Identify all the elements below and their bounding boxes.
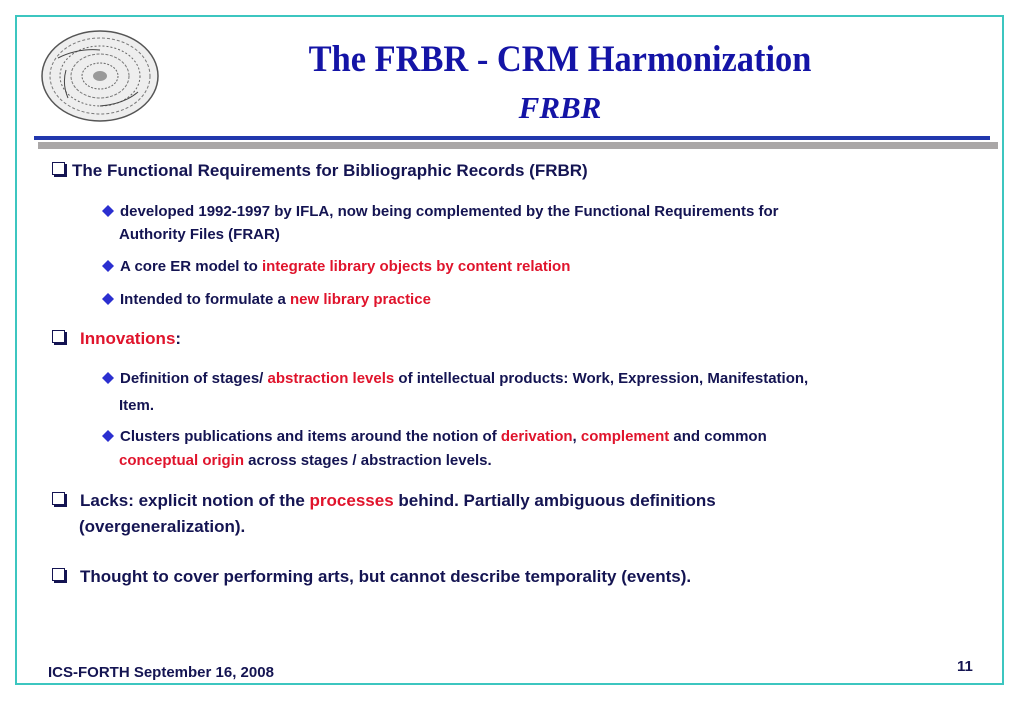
title-rule [34,136,990,140]
bullet-innovations [52,328,181,350]
diamond-bullet-icon [102,205,114,217]
checkbox-bullet-icon [52,492,65,505]
highlight-text: processes [309,491,394,510]
sub-bullet-text: Intended to formulate a [120,291,291,308]
diamond-bullet-icon [102,430,114,442]
bullet-text: : [175,329,182,348]
slide-title: The FRBR - CRM Harmonization [308,39,812,80]
highlight-text: complement [580,428,670,445]
sub-bullet-text: developed 1992-1997 by IFLA, now being complemented by the Functional Requirements for [120,203,779,220]
bullet-lacks-line2: (overgeneralization). [79,517,246,536]
sub-bullet-text: Definition of stages/ [120,370,268,387]
sub-bullet-developed [102,201,778,223]
diamond-bullet-icon [102,293,114,305]
title-rule-shadow [38,142,998,149]
bullet-text: Thought to cover performing arts, but cannot describe temporality (events). [80,567,692,586]
sub-bullet-text: Clusters publications and items around the notion of [120,428,501,445]
highlight-text: abstraction levels [267,370,395,387]
sub-bullet-stages [102,368,808,390]
slide-subtitle: FRBR [518,90,602,125]
highlight-text: Innovations [80,329,176,348]
sub-bullet-text: A core ER model to [120,258,262,275]
bullet-performing-arts [52,566,691,588]
sub-bullet-text: of intellectual products: Work, Expression, Manifestation, [394,370,809,387]
diamond-bullet-icon [102,372,114,384]
phaistos-disc-logo [38,28,162,124]
bullet-lacks [52,490,716,512]
bullet-text: The Functional Requirements for Bibliographic Records (FRBR) [72,161,588,180]
sub-bullet-clusters [102,426,767,448]
sub-bullet-text: and common [669,428,767,445]
sub-bullet-intended [102,289,431,311]
separator-text: , [572,428,581,445]
footer-text: ICS-FORTH September 16, 2008 [48,664,274,681]
bullet-text: Lacks: explicit notion of the [80,491,310,510]
diamond-bullet-icon [102,260,114,272]
page-number: 11 [957,658,973,675]
checkbox-bullet-icon [52,568,65,581]
highlight-text: new library practice [290,291,431,308]
sub-bullet-text: across stages / abstraction levels. [244,452,492,469]
bullet-frbr [52,160,588,182]
sub-bullet-clusters-line2 [119,450,492,472]
highlight-text: derivation [500,428,573,445]
sub-bullet-stages-line2: Item. [119,397,155,414]
bullet-text: behind. Partially ambiguous definitions [393,491,716,510]
sub-bullet-core-er [102,256,570,278]
checkbox-bullet-icon [52,330,65,343]
checkbox-bullet-icon [52,162,65,175]
sub-bullet-developed-line2: Authority Files (FRAR) [119,226,280,243]
highlight-text: conceptual origin [119,452,245,469]
highlight-text: integrate library objects by content relation [261,258,571,275]
